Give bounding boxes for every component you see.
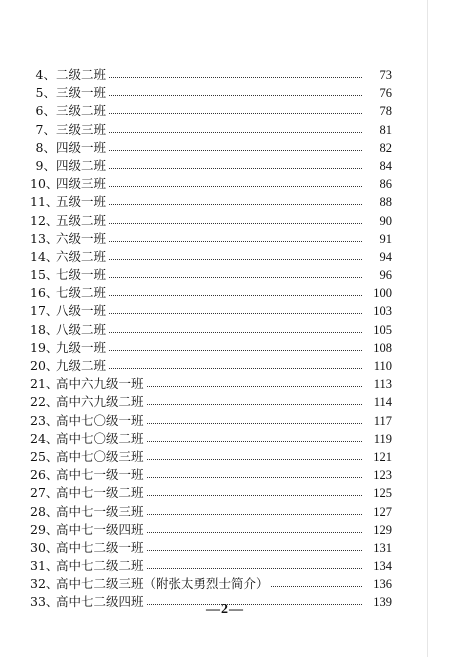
entry-title: 四级三班 [56, 175, 108, 193]
entry-number: 23 、 [30, 412, 56, 430]
entry-page-number: 73 [364, 66, 392, 84]
entry-number: 14 、 [30, 248, 56, 266]
entry-page-number: 121 [364, 448, 392, 466]
entry-number: 16 、 [30, 284, 56, 302]
toc-entry [30, 193, 392, 211]
entry-number: 15 、 [30, 266, 56, 284]
entry-page-number: 129 [364, 521, 392, 539]
page-edge-line [427, 0, 428, 657]
entry-page-number: 119 [364, 430, 392, 448]
toc-entry [30, 139, 392, 157]
toc-entry [30, 266, 392, 284]
entry-page-number: 88 [364, 193, 392, 211]
entry-title: 八级一班 [56, 302, 108, 320]
entry-title: 高中七二级三班（附张太勇烈士简介） [56, 575, 271, 593]
entry-title: 三级一班 [56, 84, 108, 102]
entry-number: 8 、 [30, 139, 56, 157]
entry-title: 高中七二级一班 [56, 539, 146, 557]
toc-entry [30, 575, 392, 593]
entry-number: 26 、 [30, 466, 56, 484]
entry-number: 28 、 [30, 503, 56, 521]
page-number: —2— [206, 602, 244, 617]
entry-number: 13 、 [30, 230, 56, 248]
entry-page-number: 105 [364, 321, 392, 339]
entry-title: 三级二班 [56, 102, 108, 120]
toc-entry [30, 284, 392, 302]
toc-entry [30, 466, 392, 484]
entry-page-number: 96 [364, 266, 392, 284]
entry-title: 四级一班 [56, 139, 108, 157]
entry-title: 高中七一级一班 [56, 466, 146, 484]
toc-entry [30, 84, 392, 102]
entry-page-number: 139 [364, 593, 392, 611]
entry-title: 高中七二级四班 [56, 593, 146, 611]
entry-page-number: 117 [364, 412, 392, 430]
entry-title: 五级一班 [56, 193, 108, 211]
entry-page-number: 131 [364, 539, 392, 557]
entry-number: 6 、 [30, 102, 56, 120]
toc-entry [30, 302, 392, 320]
toc-entry [30, 484, 392, 502]
entry-page-number: 91 [364, 230, 392, 248]
entry-page-number: 125 [364, 484, 392, 502]
entry-number: 10 、 [30, 175, 56, 193]
entry-number: 17 、 [30, 302, 56, 320]
toc-entry [30, 175, 392, 193]
toc-entry [30, 412, 392, 430]
table-of-contents [30, 66, 392, 612]
toc-entry [30, 248, 392, 266]
entry-number: 19 、 [30, 339, 56, 357]
entry-title: 七级二班 [56, 284, 108, 302]
toc-entry [30, 375, 392, 393]
entry-title: 高中七一级二班 [56, 484, 146, 502]
toc-entry [30, 357, 392, 375]
toc-entry [30, 539, 392, 557]
entry-title: 四级二班 [56, 157, 108, 175]
entry-title: 七级一班 [56, 266, 108, 284]
entry-number: 29 、 [30, 521, 56, 539]
toc-entry [30, 66, 392, 84]
entry-number: 5 、 [30, 84, 56, 102]
entry-title: 高中七一级三班 [56, 503, 146, 521]
entry-page-number: 76 [364, 84, 392, 102]
entry-page-number: 113 [364, 375, 392, 393]
entry-title: 高中七一级四班 [56, 521, 146, 539]
entry-number: 32 、 [30, 575, 56, 593]
entry-page-number: 114 [364, 393, 392, 411]
entry-number: 30 、 [30, 539, 56, 557]
toc-entry [30, 339, 392, 357]
entry-page-number: 103 [364, 302, 392, 320]
entry-title: 九级二班 [56, 357, 108, 375]
entry-page-number: 110 [364, 357, 392, 375]
entry-title: 三级三班 [56, 121, 108, 139]
toc-entry [30, 121, 392, 139]
entry-number: 18 、 [30, 321, 56, 339]
entry-number: 21 、 [30, 375, 56, 393]
entry-title: 六级二班 [56, 248, 108, 266]
entry-title: 高中六九级一班 [56, 375, 146, 393]
toc-entry [30, 448, 392, 466]
entry-page-number: 127 [364, 503, 392, 521]
toc-entry [30, 430, 392, 448]
toc-entry [30, 503, 392, 521]
toc-entry [30, 521, 392, 539]
entry-page-number: 82 [364, 139, 392, 157]
entry-page-number: 90 [364, 212, 392, 230]
entry-page-number: 134 [364, 557, 392, 575]
entry-page-number: 108 [364, 339, 392, 357]
toc-entry [30, 230, 392, 248]
toc-entry [30, 393, 392, 411]
entry-title: 高中七〇级二班 [56, 430, 146, 448]
entry-page-number: 81 [364, 121, 392, 139]
entry-number: 27 、 [30, 484, 56, 502]
entry-title: 高中六九级二班 [56, 393, 146, 411]
entry-number: 11 、 [30, 193, 56, 211]
entry-number: 22 、 [30, 393, 56, 411]
toc-entry [30, 321, 392, 339]
entry-number: 33 、 [30, 593, 56, 611]
entry-number: 12 、 [30, 212, 56, 230]
toc-entry [30, 157, 392, 175]
entry-title: 六级一班 [56, 230, 108, 248]
entry-number: 20 、 [30, 357, 56, 375]
entry-title: 高中七二级二班 [56, 557, 146, 575]
entry-page-number: 94 [364, 248, 392, 266]
entry-title: 高中七〇级一班 [56, 412, 146, 430]
entry-number: 7 、 [30, 121, 56, 139]
toc-entry [30, 557, 392, 575]
entry-title: 八级二班 [56, 321, 108, 339]
entry-number: 24 、 [30, 430, 56, 448]
entry-number: 31 、 [30, 557, 56, 575]
entry-title: 二级二班 [56, 66, 108, 84]
entry-page-number: 123 [364, 466, 392, 484]
entry-number: 4 、 [30, 66, 56, 84]
entry-title: 九级一班 [56, 339, 108, 357]
entry-page-number: 86 [364, 175, 392, 193]
entry-page-number: 136 [364, 575, 392, 593]
entry-page-number: 84 [364, 157, 392, 175]
entry-title: 五级二班 [56, 212, 108, 230]
toc-entry [30, 212, 392, 230]
toc-entry [30, 102, 392, 120]
entry-number: 25 、 [30, 448, 56, 466]
entry-page-number: 100 [364, 284, 392, 302]
entry-title: 高中七〇级三班 [56, 448, 146, 466]
entry-page-number: 78 [364, 102, 392, 120]
entry-number: 9 、 [30, 157, 56, 175]
